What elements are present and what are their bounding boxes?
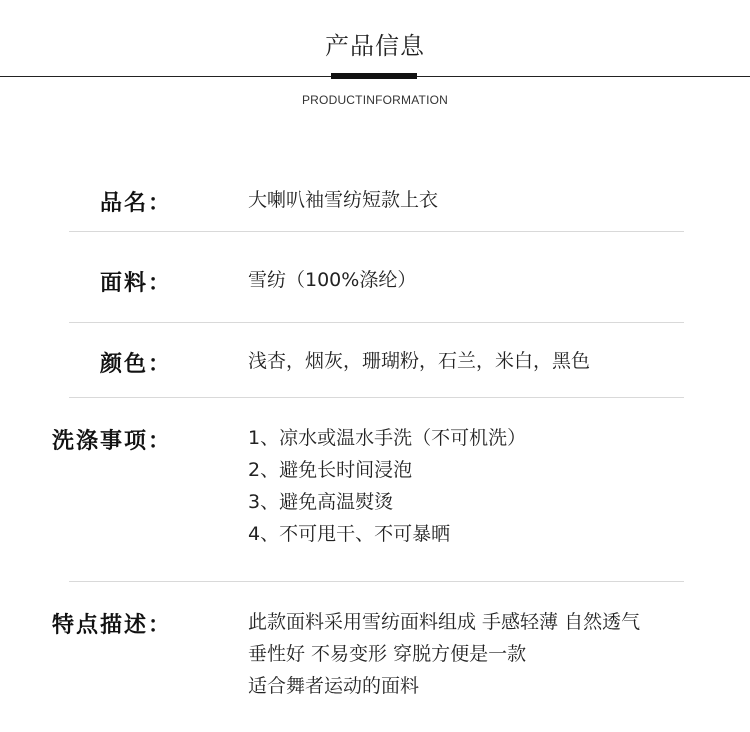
value-product-name — [248, 184, 738, 216]
value-washing — [248, 422, 738, 550]
page-title: 产品信息 — [325, 32, 425, 60]
value-features — [248, 606, 738, 702]
value-line: 4、不可甩干、不可暴晒 — [248, 523, 451, 545]
value-line: 适合舞者运动的面料 — [248, 675, 420, 697]
value-line: 雪纺（100%涤纶） — [248, 269, 417, 291]
label-colors: 颜色： — [99, 352, 172, 377]
label-features: 特点描述： — [51, 613, 172, 638]
value-colors — [248, 345, 738, 377]
divider — [69, 581, 684, 582]
value-fabric — [248, 264, 738, 296]
value-line: 此款面料采用雪纺面料组成 手感轻薄 自然透气 — [248, 611, 641, 633]
value-line: 大喇叭袖雪纺短款上衣 — [248, 189, 439, 211]
label-fabric: 面料： — [99, 271, 172, 296]
value-line: 浅杏，烟灰，珊瑚粉，石兰，米白，黑色 — [248, 350, 591, 372]
value-line: 垂性好 不易变形 穿脱方便是一款 — [248, 643, 527, 665]
value-line: 1、凉水或温水手洗（不可机洗） — [248, 427, 527, 449]
title-accent-bar — [331, 73, 417, 79]
value-line: 2、避免长时间浸泡 — [248, 459, 413, 481]
divider — [69, 397, 684, 398]
divider — [69, 322, 684, 323]
page-subtitle: PRODUCTINFORMATION — [301, 93, 449, 107]
label-product-name: 品名： — [99, 191, 172, 216]
value-line: 3、避免高温熨烫 — [248, 491, 394, 513]
divider — [69, 231, 684, 232]
label-washing: 洗涤事项： — [51, 429, 172, 454]
